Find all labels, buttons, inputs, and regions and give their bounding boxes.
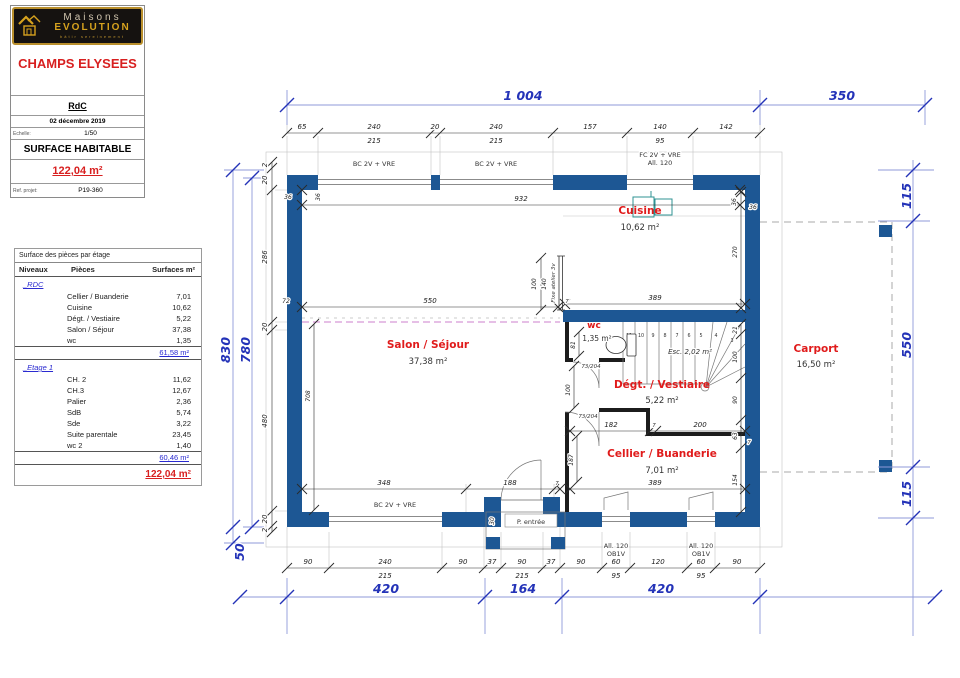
dim-offset-50: 50 (232, 543, 247, 561)
room-area: 16,50 m² (796, 360, 836, 370)
svg-text:60: 60 (611, 558, 621, 566)
svg-text:21: 21 (732, 326, 739, 334)
room-area: 7,01 m² (645, 466, 679, 476)
svg-text:240: 240 (378, 558, 392, 566)
svg-text:36: 36 (749, 204, 757, 211)
svg-text:420: 420 (647, 581, 675, 596)
svg-text:90: 90 (732, 558, 742, 566)
svg-text:6: 6 (687, 334, 691, 339)
level-label: RdC (11, 96, 144, 116)
svg-text:3: 3 (730, 339, 734, 344)
svg-text:90: 90 (576, 558, 586, 566)
svg-text:36: 36 (284, 194, 292, 201)
svg-text:7: 7 (675, 334, 679, 339)
porch-post (551, 537, 565, 549)
ref-value: P19-360 (78, 187, 103, 194)
level-rdc: _RDC (23, 280, 44, 289)
svg-text:550: 550 (423, 297, 437, 305)
svg-text:142: 142 (719, 123, 733, 131)
svg-text:90: 90 (303, 558, 313, 566)
svg-text:215: 215 (515, 572, 529, 580)
svg-text:95: 95 (611, 572, 621, 580)
table-row: Cellier / Buanderie 7,01 (67, 292, 191, 301)
porch-post (486, 537, 500, 549)
level-etage1: _Etage 1 (23, 363, 54, 372)
svg-text:240: 240 (489, 123, 503, 131)
svg-text:215: 215 (378, 572, 392, 580)
areas-table-title: Surface des pièces par étage (15, 249, 201, 263)
window-label: BC 2V + VRE (474, 160, 518, 168)
svg-text:140: 140 (541, 278, 548, 290)
rdc-subtotal: 61,58 m² (15, 346, 201, 360)
entrance-label: P. entrée (516, 518, 546, 526)
svg-text:37: 37 (546, 558, 556, 566)
svg-text:708: 708 (305, 390, 312, 402)
svg-text:154: 154 (732, 474, 739, 486)
scale-label: Echelle: (13, 130, 31, 137)
room-area: 37,38 m² (408, 357, 448, 367)
table-row: Salon / Séjour 37,38 (67, 325, 191, 334)
room-area: 10,62 m² (620, 223, 660, 233)
svg-text:140: 140 (653, 123, 667, 131)
svg-text:95: 95 (655, 137, 665, 145)
room-name: Salon / Séjour (386, 339, 470, 351)
carport-post (879, 225, 892, 237)
svg-text:9: 9 (651, 334, 655, 339)
window-label: BC 2V + VRE (352, 160, 396, 168)
svg-text:286: 286 (261, 250, 269, 264)
surface-label: SURFACE HABITABLE (11, 140, 144, 160)
room-name: Cellier / Buanderie (607, 448, 717, 460)
svg-text:37: 37 (487, 558, 497, 566)
svg-text:240: 240 (367, 123, 381, 131)
carport-post (879, 460, 892, 472)
window-label: FC 2V + VRE (639, 151, 681, 159)
interior-doors (565, 362, 599, 446)
ref-label: Ref. projet: (13, 187, 38, 194)
room-area: 1,35 m² (582, 334, 612, 343)
svg-text:420: 420 (372, 581, 400, 596)
svg-text:200: 200 (693, 421, 707, 429)
svg-text:90: 90 (732, 396, 739, 404)
atelier-glass-partition (557, 256, 565, 310)
svg-text:215: 215 (367, 137, 381, 145)
table-row: Palier 2,36 (67, 397, 191, 406)
door-size-label: 73/204 (581, 364, 601, 370)
dim-overall-width: 1 004 (503, 88, 543, 103)
svg-text:100: 100 (732, 351, 739, 363)
svg-text:20: 20 (261, 514, 269, 524)
svg-text:187: 187 (568, 454, 575, 466)
svg-text:389: 389 (648, 294, 662, 302)
svg-text:550: 550 (899, 331, 914, 359)
svg-text:389: 389 (648, 479, 662, 487)
svg-text:63: 63 (732, 432, 739, 440)
svg-text:72: 72 (282, 298, 290, 305)
svg-text:2: 2 (261, 162, 269, 168)
col-pieces: Pièces (71, 265, 95, 274)
svg-text:480: 480 (261, 414, 269, 428)
svg-text:7: 7 (565, 299, 569, 305)
dim-carport-width: 350 (828, 88, 856, 103)
svg-text:60: 60 (696, 558, 706, 566)
svg-text:100: 100 (531, 278, 538, 290)
table-row: wc 2 1,40 (67, 441, 191, 450)
svg-text:164: 164 (509, 581, 537, 596)
table-row: CH.3 12,67 (67, 386, 191, 395)
col-niveaux: Niveaux (19, 265, 48, 274)
dim-porch: 30 (489, 517, 496, 525)
svg-text:2: 2 (261, 527, 269, 533)
door-size-label: 73/204 (578, 414, 598, 420)
window-label: All. 120 (647, 159, 673, 167)
svg-text:90: 90 (458, 558, 468, 566)
svg-text:215: 215 (489, 137, 503, 145)
svg-text:65: 65 (297, 123, 307, 131)
svg-text:8: 8 (663, 334, 667, 339)
svg-text:36: 36 (315, 193, 322, 201)
room-area: 5,22 m² (645, 396, 679, 406)
svg-text:348: 348 (377, 479, 391, 487)
svg-text:20: 20 (261, 175, 269, 185)
svg-text:90: 90 (517, 558, 527, 566)
window-label: All. 120 (688, 542, 714, 550)
table-row: Dégt. / Vestiaire 5,22 (67, 314, 191, 323)
atelier-label: Fixe atelier 3v (551, 263, 557, 303)
col-surfaces: Surfaces m² (152, 265, 195, 274)
shutter-symbol (604, 492, 713, 510)
table-row: CH. 2 11,62 (67, 375, 191, 384)
table-row: SdB 5,74 (67, 408, 191, 417)
svg-text:5: 5 (699, 334, 703, 339)
svg-text:20: 20 (261, 322, 269, 332)
scale-value: 1/50 (84, 130, 97, 137)
svg-text:81: 81 (570, 341, 577, 349)
room-name: Cuisine (618, 205, 662, 217)
svg-text:115: 115 (899, 182, 914, 210)
svg-text:157: 157 (583, 123, 597, 131)
svg-text:270: 270 (732, 246, 739, 258)
svg-text:10: 10 (637, 334, 645, 339)
svg-text:4: 4 (714, 334, 718, 339)
upper-floor-projection (302, 318, 560, 322)
svg-text:182: 182 (604, 421, 618, 429)
window-label: BC 2V + VRE (373, 501, 417, 509)
svg-text:7: 7 (555, 481, 559, 487)
svg-text:7: 7 (747, 440, 751, 446)
svg-text:188: 188 (503, 479, 517, 487)
toilet-tank (627, 334, 636, 356)
room-name: wc (587, 321, 601, 331)
table-row: wc 1,35 (67, 336, 191, 345)
room-name: Carport (793, 343, 839, 355)
brand-tagline: bâtir sereinement (60, 33, 125, 39)
brand-name-top: Maisons (63, 11, 122, 23)
room-name: Dégt. / Vestiaire (613, 379, 711, 391)
dim-height-inner: 780 (238, 336, 253, 364)
svg-text:95: 95 (696, 572, 706, 580)
table-row: Sde 3,22 (67, 419, 191, 428)
table-row: Suite parentale 23,45 (67, 430, 191, 439)
svg-text:120: 120 (651, 558, 665, 566)
brand-name-bottom: EVOLUTION (54, 22, 131, 34)
window-label: OB1V (606, 550, 626, 558)
table-row: Cuisine 10,62 (67, 303, 191, 312)
window-label: All. 120 (603, 542, 629, 550)
dim-height-outer: 830 (218, 336, 233, 364)
window-label: OB1V (691, 550, 711, 558)
svg-text:100: 100 (565, 384, 572, 396)
svg-text:932: 932 (514, 195, 528, 203)
svg-text:115: 115 (899, 480, 914, 508)
svg-text:7: 7 (652, 423, 656, 429)
surface-value: 122,04 m² (11, 160, 144, 184)
plan-date: 02 décembre 2019 (11, 116, 144, 128)
stairs-label: Esc. 2,02 m² (668, 348, 712, 356)
etage-subtotal: 60,46 m² (15, 451, 201, 465)
grand-total: 122,04 m² (145, 469, 191, 480)
svg-text:36: 36 (731, 198, 738, 206)
project-name: CHAMPS ELYSEES (11, 46, 144, 96)
svg-text:20: 20 (430, 123, 440, 131)
